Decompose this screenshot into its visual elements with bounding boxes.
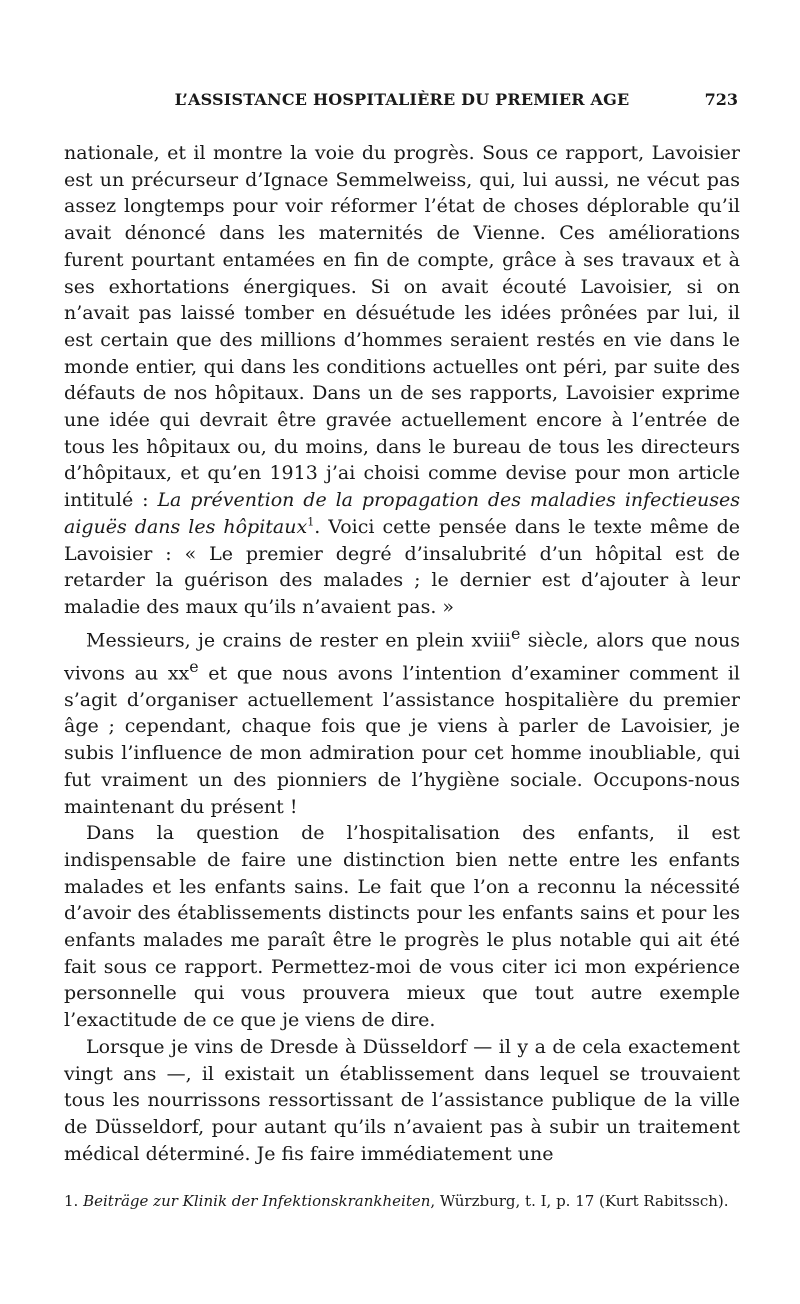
paragraph-2 xyxy=(64,621,740,821)
paragraph-2-text-a: Messieurs, je crains de rester en plein xyxy=(86,628,472,651)
footnote xyxy=(64,1191,740,1211)
footnote-reference: 1 xyxy=(307,515,315,529)
century-xviii-suffix: e xyxy=(511,623,521,643)
page-body xyxy=(64,140,740,1167)
paragraph-3: Dans la question de l’hospitalisation des enfants, il est indispensable de faire une distinction bien nette entre les enfants malades et les enfants sains. Le fait que l’on a reconnu la nécessité d’avoir des établissements distincts pour les enfants sains et pour les enfants malades me paraît être le progrès le plus notable qui ait été fait sous ce rapport. Permettez-moi de vous citer ici mon expérience personnelle qui vous prouvera mieux que tout autre exemple l’exactitude de ce que je viens de dire. xyxy=(64,822,740,1032)
page-number: 723 xyxy=(704,90,738,109)
century-xx: xx xyxy=(167,662,190,685)
paragraph-1-text-a: nationale, et il montre la voie du progrès. Sous ce rapport, Lavoisier est un précurseur d’Ignace Semmelweiss, qui, lui aussi, ne vécut pas assez longtemps pour voir réformer l’état de choses déplorable qu’il avait dénoncé dans les maternités de Vienne. Ces améliorations furent pourtant entamées en fin de compte, grâce à ses travaux et à ses exhortations énergiques. Si on avait écouté Lavoisier, si on n’avait pas laissé tomber en désuétude les idées prônées par lui, il est certain que des millions d’hommes seraient restés en vie dans le monde entier, qui dans les conditions actuelles ont péri, par suite des défauts de nos hôpitaux. Dans un de ses rapports, Lavoisier exprime une idée qui devrait être gravée actuellement encore à l’entrée de tous les hôpitaux ou, du moins, dans le bureau de tous les directeurs d’hôpitaux, et qu’en 1913 j’ai choisi comme devise pour mon article intitulé : xyxy=(64,142,740,512)
running-head: L’ASSISTANCE HOSPITALIÈRE DU PREMIER AGE xyxy=(174,90,630,109)
paragraph-4: Lorsque je vins de Dresde à Düsseldorf — il y a de cela exactement vingt ans —, il existait un établissement dans lequel se trouvaient tous les nourrissons ressortissant de l’assistance publique de la ville de Düsseldorf, pour autant qu’ils n’avaient pas à subir un traitement médical déterminé. Je fis faire immédiatement une xyxy=(64,1035,740,1165)
article-title: La prévention de la propagation des maladies infectieuses aiguës dans les hôpitaux xyxy=(64,489,740,538)
footnote-source-details: , Würzburg, t. I, p. 17 (Kurt Rabitssch). xyxy=(430,1192,729,1210)
page-header xyxy=(66,90,738,120)
footnote-source-title: Beiträge zur Klinik der Infektionskrankheiten xyxy=(83,1192,431,1210)
century-xx-suffix: e xyxy=(189,656,199,676)
century-xviii: xviii xyxy=(471,628,512,651)
paragraph-1-text-b: . Voici cette pensée dans le texte même de Lavoisier : « Le premier degré d’insalubrité d’un hôpital est de retarder la guérison des malades ; le dernier est d’ajouter à leur maladie des maux qu’ils n’avaient pas. » xyxy=(64,515,740,618)
paragraph-2-text-c: et que nous avons l’intention d’examiner comment il s’agit d’organiser actuellement l’assistance hospitalière du premier âge ; cependant, chaque fois que je viens à parler de Lavoisier, je subis l’influence de mon admiration pour cet homme inoubliable, qui fut vraiment un des pionniers de l’hygiène sociale. Occupons-nous maintenant du présent ! xyxy=(64,662,740,818)
footnote-number: 1. xyxy=(64,1192,79,1210)
paragraph-1 xyxy=(64,140,740,621)
paragraph-2-text-b: siècle, alors que nous vivons au xyxy=(64,628,740,685)
